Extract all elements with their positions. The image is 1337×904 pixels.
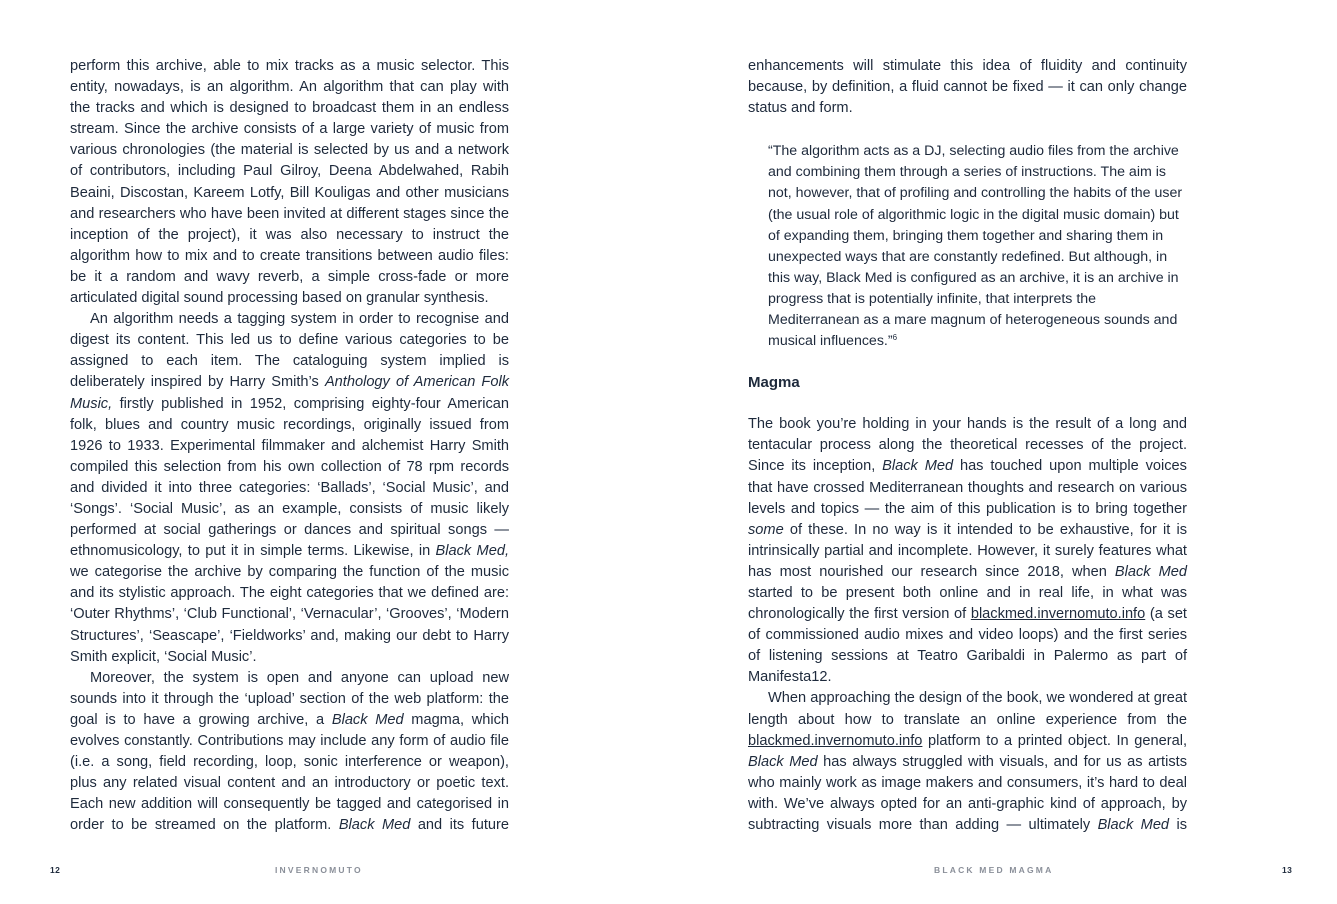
- website-link: blackmed.invernomuto.info: [748, 732, 923, 749]
- left-page: [0, 0, 668, 904]
- page-number: 12: [50, 865, 61, 875]
- right-page: [668, 0, 1336, 904]
- website-link: blackmed.invernomuto.info: [970, 606, 1146, 623]
- footnote-reference: 6: [892, 333, 898, 343]
- block-quote: “The algorithm acts as a DJ, selecting audio files from the archive and combining them through a series of instructions. The aim is not, however, that of profiling and controlling the habits of the user (the usual role of algorithmic logic in the digital music domain) but of expanding them, bringing them together and sharing them in unexpected ways that are constantly redefined. But although, in this way, Black Med is configured as an archive, it is an archive in progress that is potentially infinite, that interprets the Mediterranean as a mare magnum of heterogeneous sounds and musical influences.”$^6$: [768, 143, 1183, 350]
- left-text-column: [70, 56, 509, 836]
- paragraph: enhancements will stimulate this idea of fluidity and continuity because, by definition, a fluid cannot be fixed — it can only change status and form.: [748, 58, 1187, 117]
- running-head: INVERNOMUTO: [275, 865, 363, 875]
- section-heading: Magma: [748, 374, 800, 392]
- paragraph: An algorithm needs a tagging system in order to recognise and digest its content. This led us to define various categories to be assigned to each item. The cataloguing system implied is deliberately inspired by Harry Smith’s Anthology of American Folk Music, firstly published in 1952, comprising eighty-four American folk, blues and country music recordings, originally issued from 1926 to 1933. Experimental filmmaker and alchemist Harry Smith compiled this selection from his own collection of 78 rpm records and divided it into three categories: ‘Ballads’, ‘Social Music’, and ‘Songs’. ‘Social Music’, as an example, consists of music likely performed at social gatherings or dances and spiritual songs — ethnomusicology, to put it in simple terms. Likewise, in Black Med, we categorise the archive by comparing the function of the music and its stylistic approach. The eight categories that we defined are: ‘Outer Rhythms’, ‘Club Functional’, ‘Vernacular’, ‘Grooves’, ‘Modern Structures’, ‘Seascape’, ‘Fieldworks’ and, making our debt to Harry Smith explicit, ‘Social Music’.: [70, 311, 509, 665]
- paragraph: The book you’re holding in your hands is the result of a long and tentacular process along the theoretical recesses of the project. Since its inception, Black Med has touched upon multiple voices that have crossed Mediterranean thoughts and research on various levels and topics — the aim of this publication is to bring together some of these. In no way is it intended to be exhaustive, for it is intrinsically partial and incomplete. However, it surely features what has most nourished our research since 2018, when Black Med started to be present both online and in real life, in what was chronologically the first version of blackmed.invernomuto.info (a set of commissioned audio mixes and video loops) and the first series of listening sessions at Teatro Garibaldi in Palermo as part of Manifesta12.: [748, 416, 1187, 686]
- right-text-column: [748, 56, 1187, 836]
- paragraph: perform this archive, able to mix tracks as a music selector. This entity, nowadays, is an algorithm. An algorithm that can play with the tracks and which is designed to broadcast them in an endless stream. Since the archive consists of a large variety of music from various chronologies (the material is selected by us and a network of contributors, including Paul Gilroy, Deena Abdelwahed, Rabih Beaini, Discostan, Kareem Lotfy, Bill Kouligas and other musicians and researchers who have been invited at different stages since the inception of the project), it was also necessary to instruct the algorithm how to mix and to create transitions between audio files: be it a random and wavy reverb, a simple cross-fade or more articulated digital sound processing based on granular synthesis.: [70, 58, 509, 307]
- running-head: BLACK MED MAGMA: [934, 865, 1054, 875]
- paragraph: Moreover, the system is open and anyone can upload new sounds into it through the ‘upload’ section of the web platform: the goal is to have a growing archive, a Black Med magma, which evolves constantly. Contributions may include any form of audio file (i.e. a song, field recording, loop, sonic interference or weapon), plus any related visual content and an introductory or poetic text. Each new addition will consequently be tagged and categorised in order to be streamed on the platform. Black Med and its future: [70, 669, 509, 834]
- paragraph: When approaching the design of the book, we wondered at great length about how to translate an online experience from the blackmed.invernomuto.info platform to a printed object. In general, Black Med has always struggled with visuals, and for us as artists who mainly work as image makers and consumers, it’s hard to deal with. We’ve always opted for an anti-graphic kind of approach, by subtracting visuals more than adding — ultimately Black Med is: [748, 690, 1187, 833]
- page-number: 13: [1282, 865, 1293, 875]
